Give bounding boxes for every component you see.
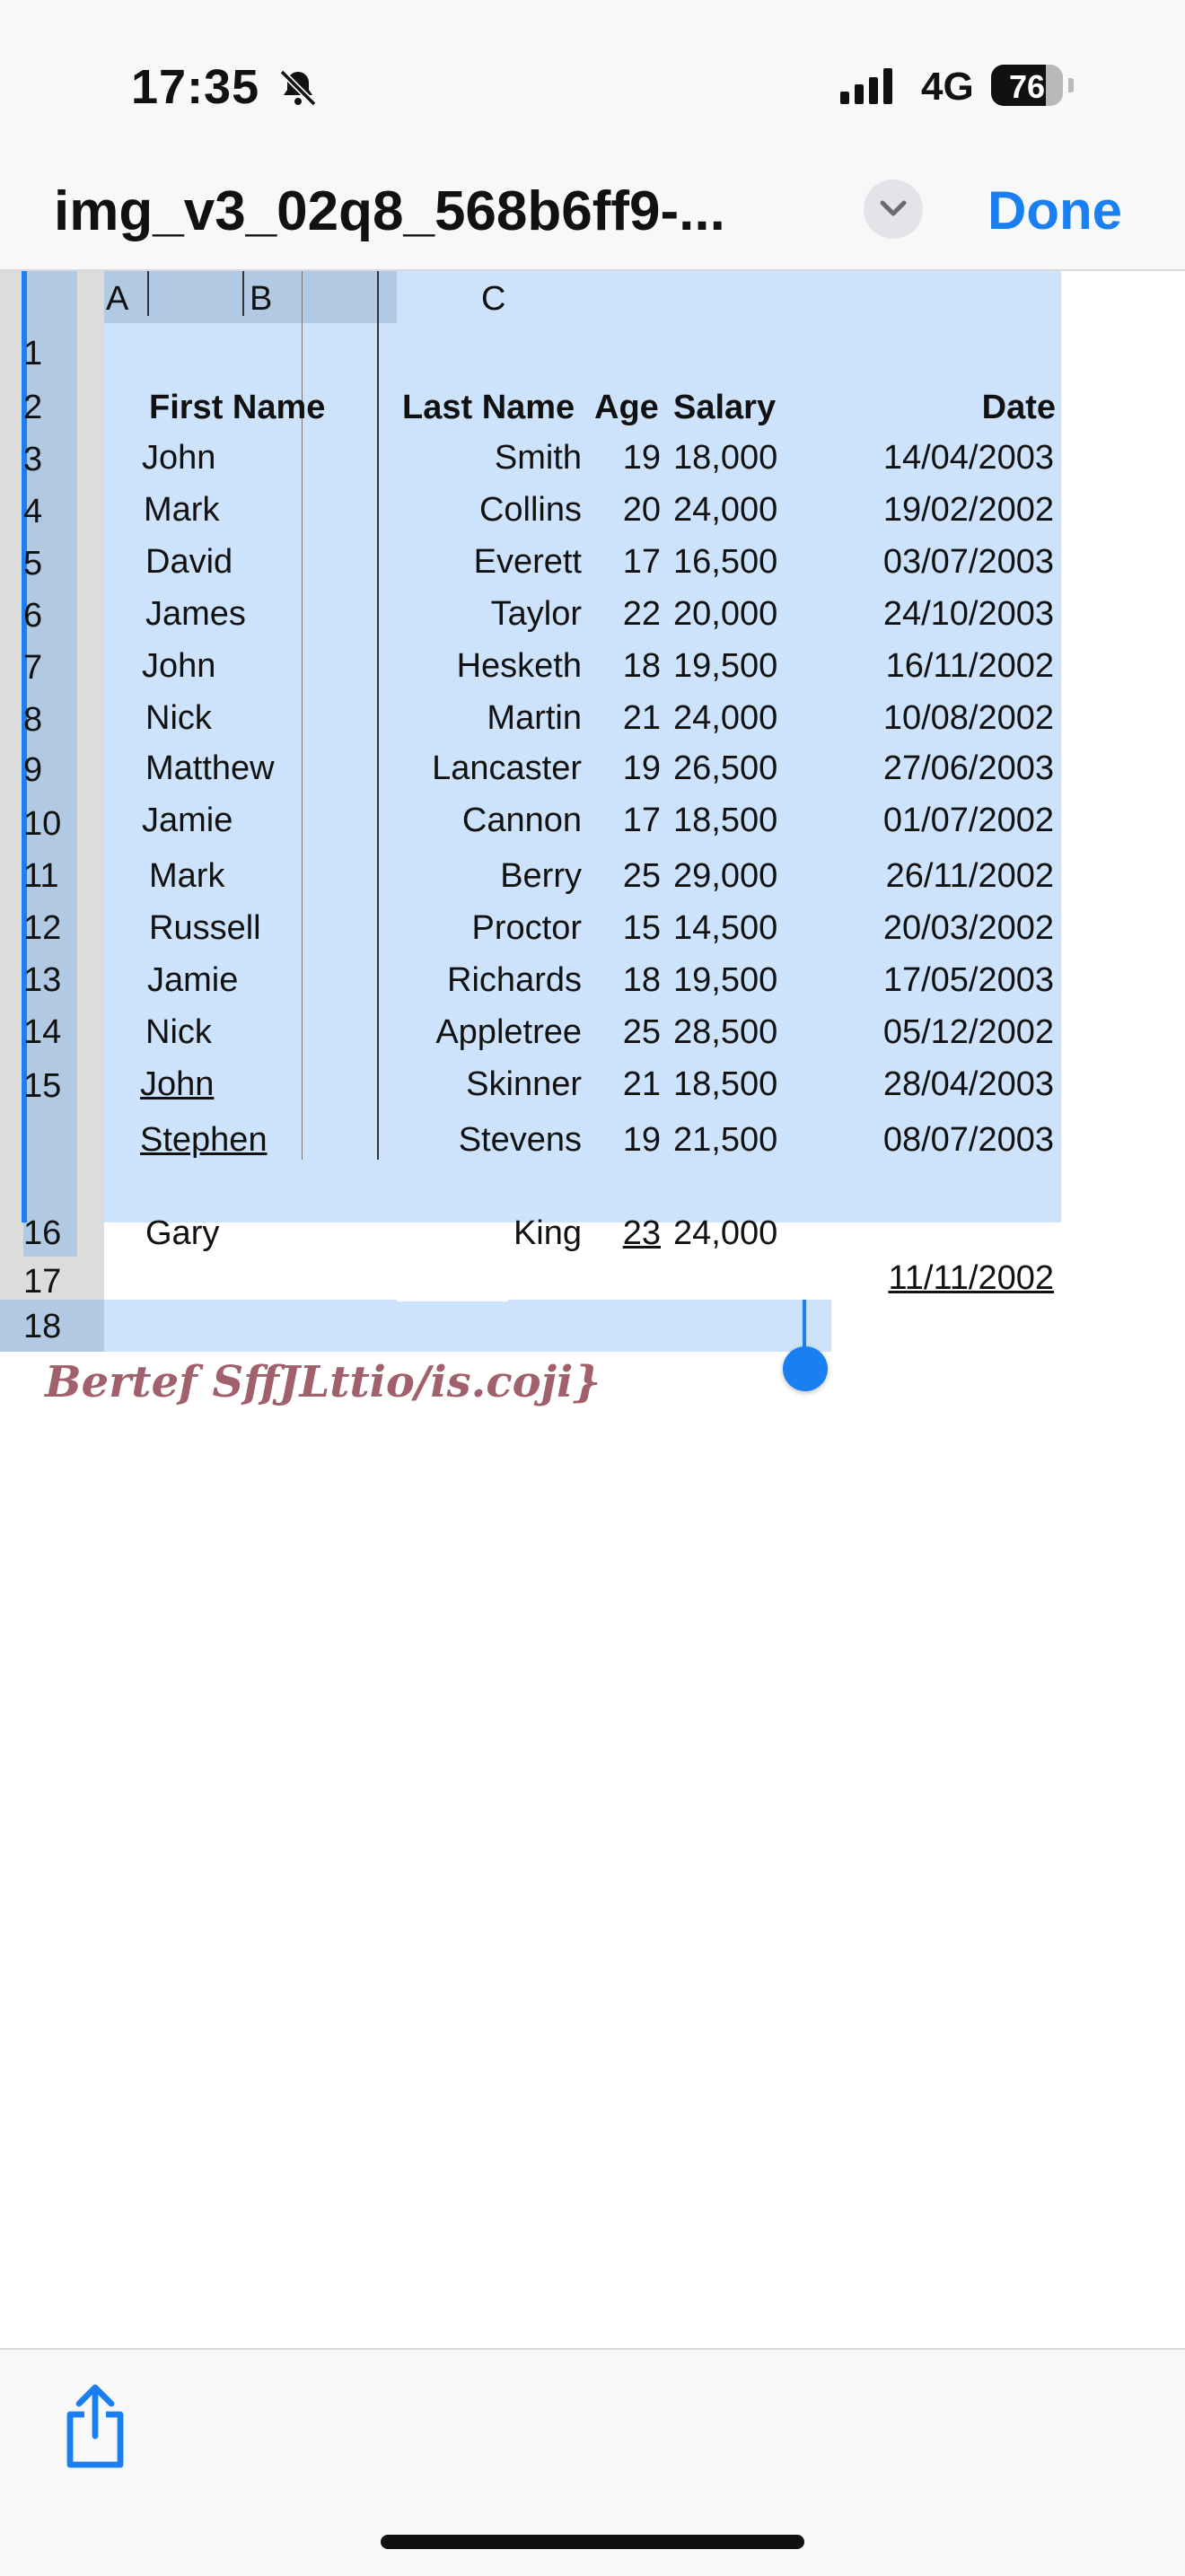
row-header-17[interactable]: 17 [23,1263,62,1301]
cell-age[interactable]: 25 [622,857,661,895]
cell-date[interactable]: 08/07/2003 [882,1121,1054,1159]
cell-age[interactable]: 17 [622,543,661,581]
selection-drag-handle[interactable] [783,1346,828,1391]
cell-age[interactable]: 21 [622,699,661,737]
title-menu-button[interactable] [864,180,923,239]
cell-first[interactable]: Mark [144,491,220,529]
battery-icon [991,65,1063,106]
cell-first[interactable]: Nick [145,699,212,737]
row-header-7[interactable]: 7 [23,649,43,687]
cell-last[interactable]: King [513,1214,582,1252]
cell-salary[interactable]: 20,000 [673,595,778,633]
cell-last[interactable]: Hesketh [456,647,582,685]
row-header-1[interactable]: 1 [23,335,43,372]
cell-date[interactable]: 01/07/2002 [882,802,1054,839]
cell-date[interactable]: 19/02/2002 [882,491,1054,529]
cell-date[interactable]: 10/08/2002 [882,699,1054,737]
cell-salary[interactable]: 18,500 [673,802,778,839]
cell-last[interactable]: Taylor [490,595,582,633]
sheet-caption: Bertef SffJLttio/is.coji} [45,1357,601,1407]
cell-age[interactable]: 19 [622,439,661,477]
header-last-name[interactable]: Last Name [402,389,575,426]
cell-salary[interactable]: 24,000 [673,1214,778,1252]
cell-age[interactable]: 19 [622,1121,661,1159]
cell-first[interactable]: James [145,595,246,633]
column-divider [377,271,379,1160]
row-header-6[interactable]: 6 [23,597,43,635]
cell-last[interactable]: Proctor [471,909,582,947]
row-header-14[interactable]: 14 [23,1013,62,1051]
cell-date[interactable]: 26/11/2002 [885,857,1054,895]
row-header-16[interactable]: 16 [23,1214,62,1252]
header-first-name[interactable]: First Name [149,389,326,426]
share-icon[interactable] [59,2382,131,2472]
network-type: 4G [921,65,974,109]
cell-age[interactable]: 23 [622,1214,661,1252]
cell-first[interactable]: Jamie [147,961,239,999]
column-header-b[interactable]: B [250,280,273,318]
header-salary[interactable]: Salary [673,389,777,426]
cell-date[interactable]: 28/04/2003 [882,1065,1054,1103]
cell-first[interactable]: Jamie [142,802,233,839]
cell-first[interactable]: Gary [145,1214,220,1252]
battery-percent: 76 [1008,68,1046,105]
unselected-gap [397,1224,508,1301]
row-header-11[interactable]: 11 [23,857,59,895]
column-header-a[interactable]: A [106,280,129,318]
cell-last[interactable]: Cannon [461,802,582,839]
cell-last[interactable]: Berry [500,857,582,895]
row-header-4[interactable]: 4 [23,493,43,530]
cell-first[interactable]: Matthew [145,749,275,787]
header-date[interactable]: Date [981,389,1056,426]
cell-last[interactable]: Skinner [466,1065,582,1103]
cell-date[interactable]: 05/12/2002 [882,1013,1054,1051]
chevron-down-icon [879,197,908,219]
cell-salary[interactable]: 28,500 [673,1013,778,1051]
cell-age[interactable]: 21 [622,1065,661,1103]
cell-age[interactable]: 20 [622,491,661,529]
cell-date[interactable]: 27/06/2003 [882,749,1054,787]
cell-last[interactable]: Appletree [435,1013,582,1051]
cell-first[interactable]: David [145,543,233,581]
cell-first[interactable]: Russell [149,909,261,947]
battery-tip [1068,78,1074,92]
bell-slash-icon [276,66,320,110]
cell-first[interactable]: Mark [149,857,225,895]
row-header-5[interactable]: 5 [23,545,43,583]
cell-date[interactable]: 17/05/2003 [882,961,1054,999]
cell-last[interactable]: Richards [447,961,582,999]
unselected-gap [104,1257,140,1300]
cell-date[interactable]: 16/11/2002 [885,647,1054,685]
row-header-8[interactable]: 8 [23,701,43,739]
cell-salary[interactable]: 18,000 [673,439,778,477]
column-header-c[interactable]: C [481,280,506,318]
done-button[interactable]: Done [988,180,1122,241]
cell-date[interactable]: 14/04/2003 [882,439,1054,477]
document-title: img_v3_02q8_568b6ff9-... [54,180,725,242]
header-age[interactable]: Age [594,389,659,426]
cell-first[interactable]: John [142,439,216,477]
cell-last[interactable]: Everett [473,543,582,581]
cell-salary[interactable]: 19,500 [673,961,778,999]
cell-age[interactable]: 17 [622,802,661,839]
row-header-3[interactable]: 3 [23,441,43,478]
cell-first[interactable]: Stephen [140,1121,268,1159]
cell-age[interactable]: 18 [622,647,661,685]
spreadsheet-view[interactable] [0,271,1185,1407]
column-divider [242,271,244,316]
cell-age[interactable]: 19 [622,749,661,787]
status-bar [0,0,1185,171]
cell-salary[interactable]: 24,000 [673,699,778,737]
cell-salary[interactable]: 21,500 [673,1121,778,1159]
row-header-15[interactable]: 15 [23,1067,62,1105]
cell-first[interactable]: John [140,1065,215,1103]
cell-first[interactable]: Nick [145,1013,212,1051]
cell-last[interactable]: Martin [487,699,582,737]
cell-salary[interactable]: 18,500 [673,1065,778,1103]
row-header-13[interactable]: 13 [23,961,62,999]
row-header-12[interactable]: 12 [23,909,62,947]
cell-age[interactable]: 18 [622,961,661,999]
cell-salary[interactable]: 16,500 [673,543,778,581]
cell-date[interactable]: 24/10/2003 [882,595,1054,633]
home-indicator [381,2535,804,2549]
cell-date[interactable]: 20/03/2002 [882,909,1054,947]
row-18-selection [104,1300,831,1352]
cellular-signal-icon [840,68,903,104]
cell-date[interactable]: 11/11/2002 [888,1259,1054,1297]
status-time: 17:35 [131,60,260,114]
row-header-10[interactable]: 10 [23,805,62,843]
cell-salary[interactable]: 29,000 [673,857,778,895]
nav-bar [0,171,1185,271]
cell-last[interactable]: Smith [494,439,582,477]
cell-salary[interactable]: 19,500 [673,647,778,685]
cell-age[interactable]: 15 [622,909,661,947]
cell-last[interactable]: Stevens [458,1121,582,1159]
row-header-2[interactable]: 2 [23,389,43,426]
row-header-9[interactable]: 9 [23,751,43,789]
cell-age[interactable]: 22 [622,595,661,633]
column-divider [147,271,149,316]
cell-age[interactable]: 25 [622,1013,661,1051]
row-header-18[interactable]: 18 [23,1308,62,1345]
cell-salary[interactable]: 24,000 [673,491,778,529]
cell-salary[interactable]: 26,500 [673,749,778,787]
cell-salary[interactable]: 14,500 [673,909,778,947]
cell-last[interactable]: Lancaster [432,749,582,787]
unselected-gap [781,1224,871,1300]
cell-date[interactable]: 03/07/2003 [882,543,1054,581]
cell-first[interactable]: John [142,647,216,685]
cell-last[interactable]: Collins [478,491,582,529]
